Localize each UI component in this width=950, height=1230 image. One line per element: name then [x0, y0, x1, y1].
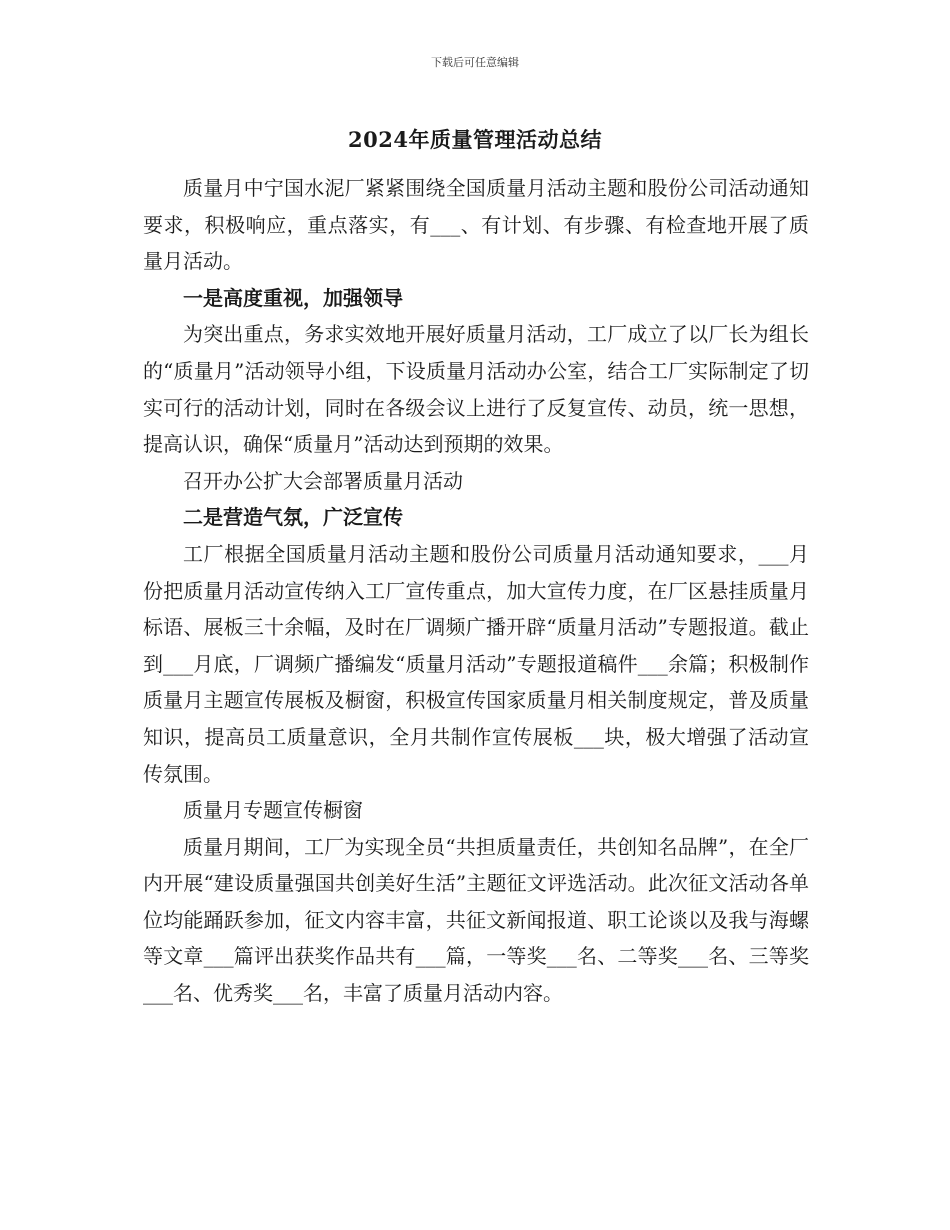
intro-paragraph: 质量月中宁国水泥厂紧紧围绕全国质量月活动主题和股份公司活动通知要求，积极响应，重点落实，有___、有计划、有步骤、有检查地开展了质量月活动。: [143, 176, 809, 274]
document-body: [143, 170, 809, 1012]
section-heading-1: 一是高度重视，加强领导: [183, 285, 403, 310]
photo-caption-1: 召开办公扩大会部署质量月活动: [183, 468, 463, 493]
document-title: 2024年质量管理活动总结: [348, 127, 602, 152]
photo-caption-2: 质量月专题宣传橱窗: [183, 798, 363, 823]
section-2-paragraph: 工厂根据全国质量月活动主题和股份公司质量月活动通知要求，___月份把质量月活动宣传纳入工厂宣传重点，加大宣传力度，在厂区悬挂质量月标语、展板三十余幅，及时在厂调频广播开辟“质量月活动”专题报道。截止到___月底，厂调频广播编发“质量月活动”专题报道稿件___余篇；积极制作质量月主题宣传展板及橱窗，积极宣传国家质量月相关制度规定，普及质量知识，提高员工质量意识，全月共制作宣传展板___块，极大增强了活动宣传氛围。: [143, 541, 809, 786]
section-1-paragraph: 为突出重点，务求实效地开展好质量月活动，工厂成立了以厂长为组长的“质量月”活动领导小组，下设质量月活动办公室，结合工厂实际制定了切实可行的活动计划，同时在各级会议上进行了反复宣传、动员，统一思想，提高认识，确保“质量月”活动达到预期的效果。: [143, 322, 809, 457]
header-note: 下载后可任意编辑: [431, 56, 519, 69]
section-2-paragraph-2: 质量月期间，工厂为实现全员“共担质量责任，共创知名品牌”，在全厂内开展“建设质量强国共创美好生活”主题征文评选活动。此次征文活动各单位均能踊跃参加，征文内容丰富，共征文新闻报道、职工论谈以及我与海螺等文章___篇评出获奖作品共有___篇，一等奖___名、二等奖___名、三等奖___名、优秀奖___名，丰富了质量月活动内容。: [143, 834, 809, 1006]
section-heading-2: 二是营造气氛，广泛宣传: [183, 505, 403, 530]
